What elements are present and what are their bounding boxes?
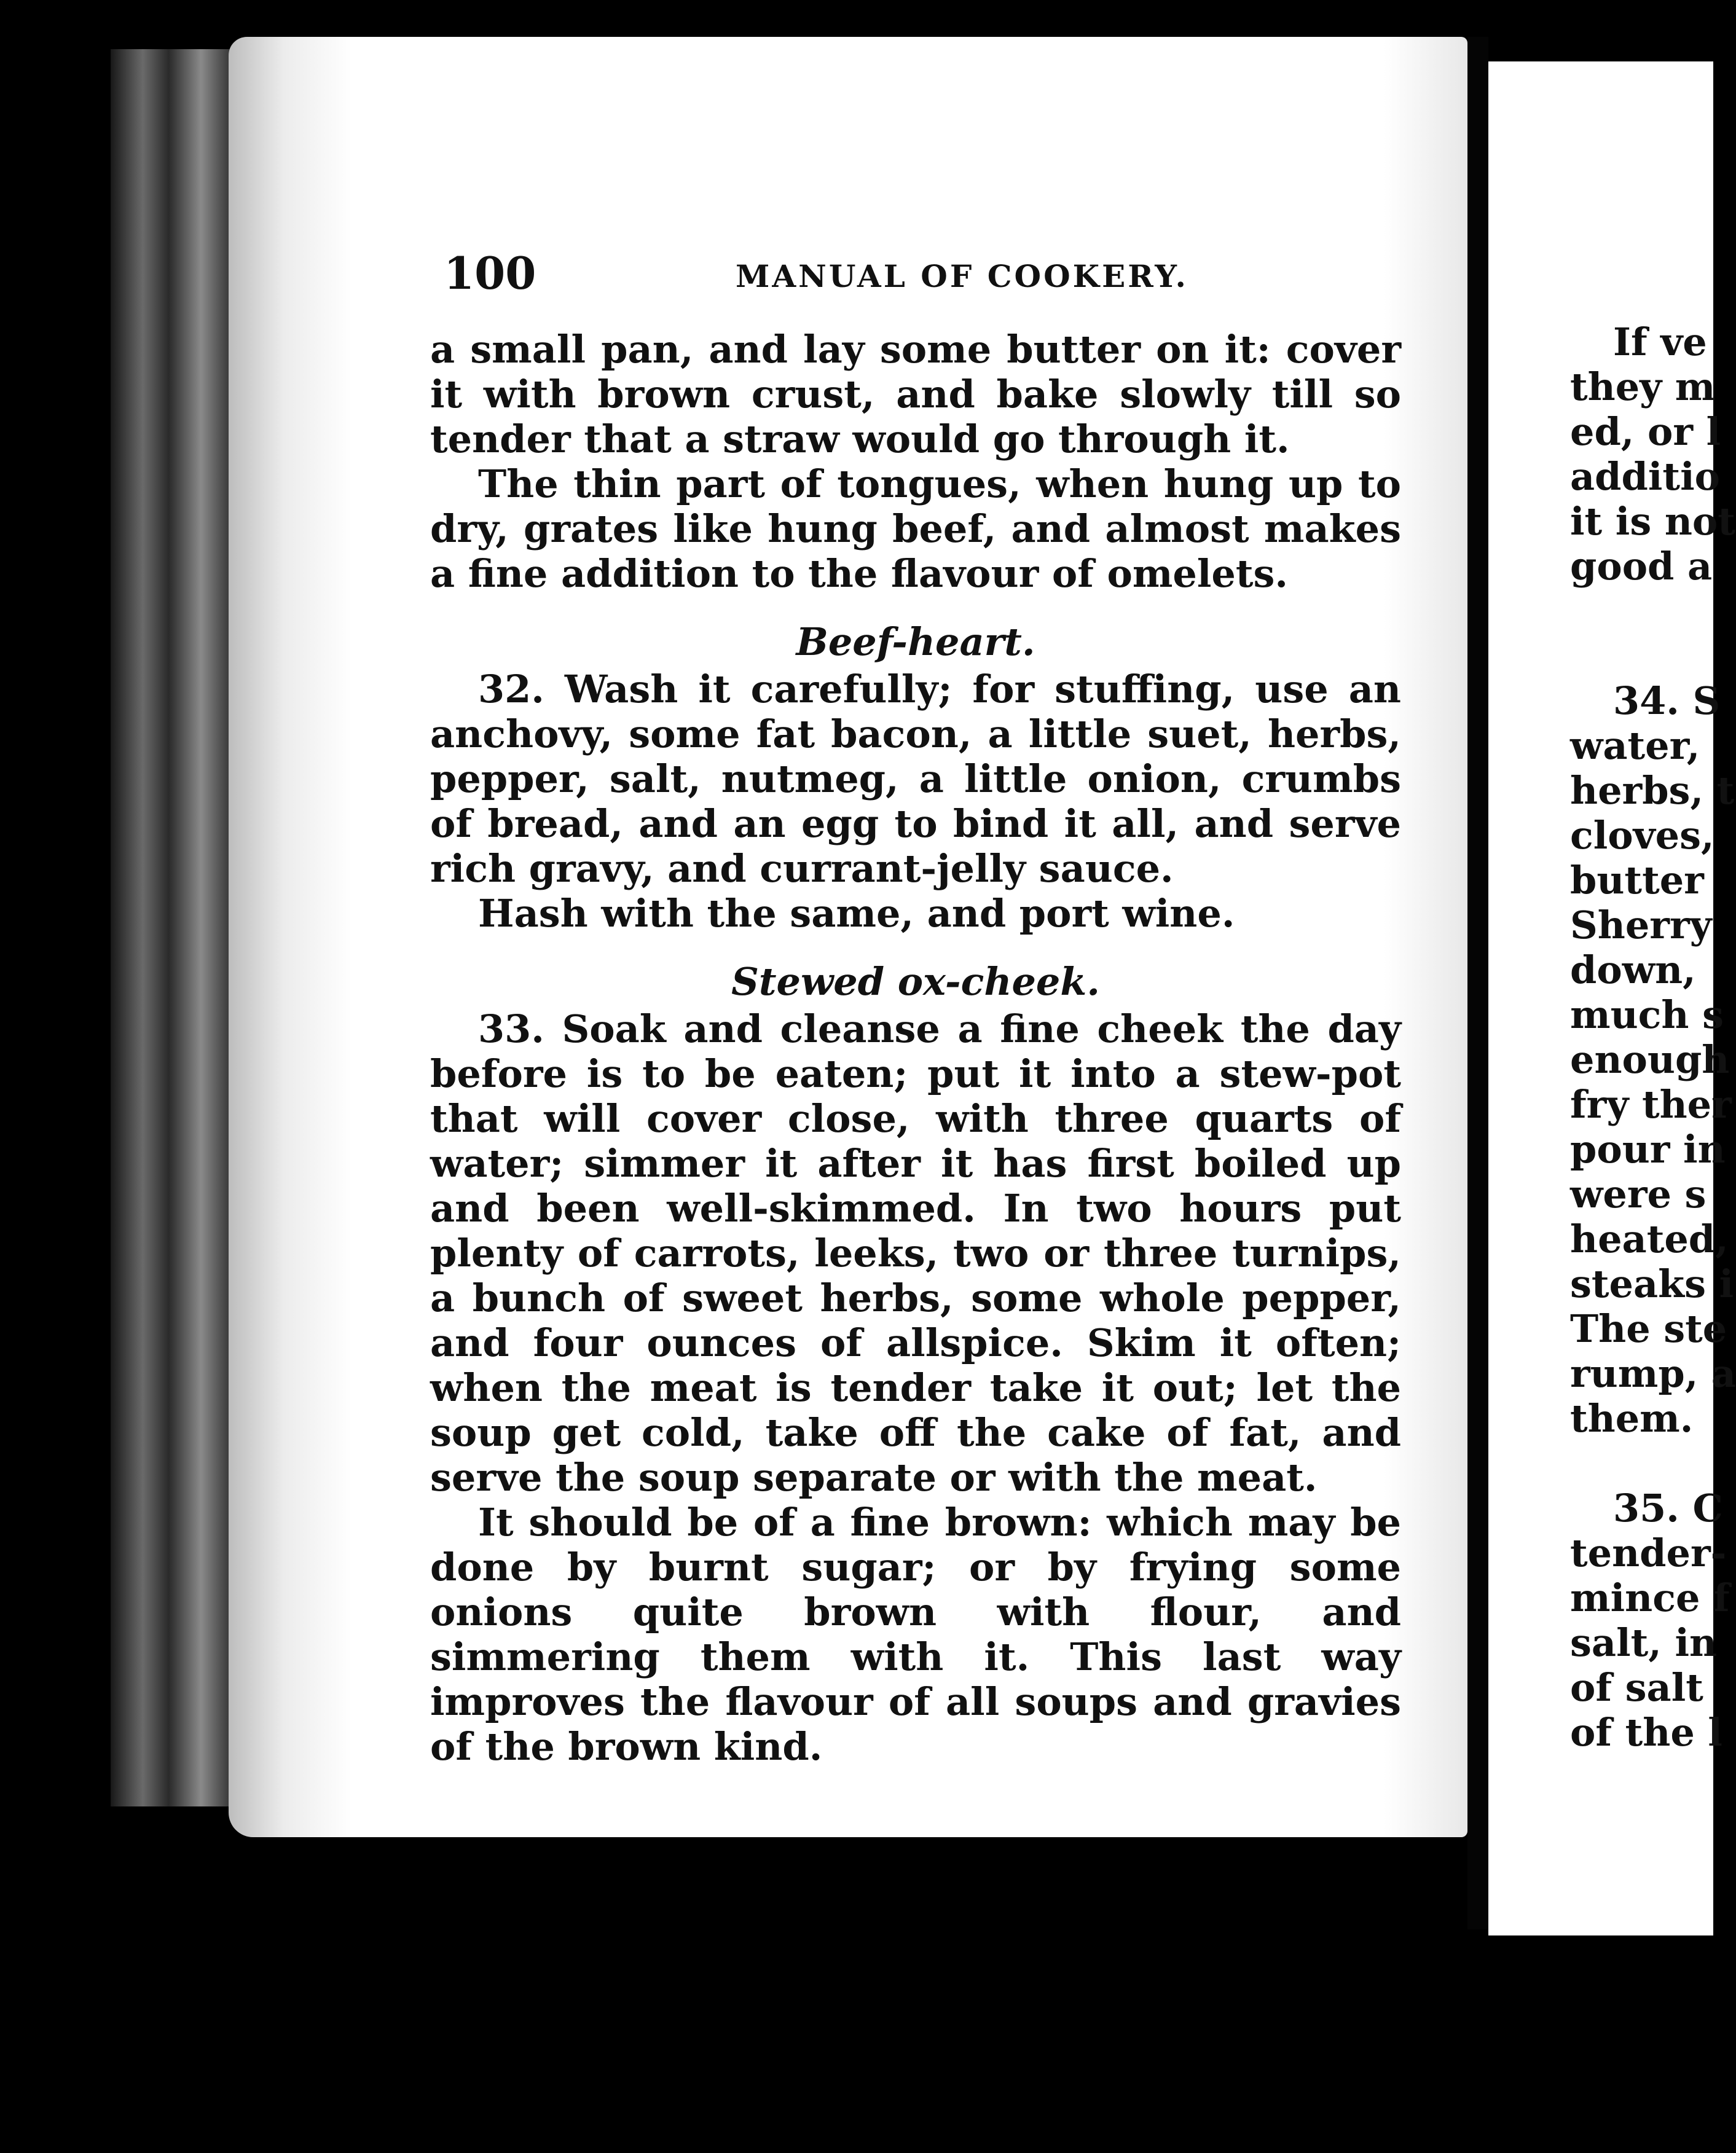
right-page-line: were s	[1570, 1172, 1707, 1217]
right-page-line: cloves,	[1570, 813, 1714, 858]
right-page-line: down,	[1570, 947, 1696, 992]
right-page-line	[1570, 1441, 1718, 1486]
right-page-line: additio	[1570, 454, 1720, 499]
page-header	[444, 247, 1188, 299]
right-page-line: water,	[1570, 723, 1700, 768]
beef-heart-heading: Beef-heart.	[796, 619, 1035, 664]
right-page-line: salt, in	[1570, 1620, 1718, 1665]
right-page-line: The ste	[1570, 1306, 1727, 1351]
right-page-line	[1570, 633, 1718, 678]
right-page-line: they m	[1570, 364, 1716, 409]
right-page-line: If ve	[1613, 320, 1707, 364]
right-page-line: of salt	[1570, 1665, 1703, 1710]
continued-paragraph: a small pan, and lay some butter on it: cover it with brown crust, and bake slowly till so tender that a straw would go through it.	[430, 327, 1401, 461]
right-page-line	[1570, 589, 1718, 633]
right-page-line: 35. C	[1613, 1486, 1723, 1531]
right-page-line: rump, a	[1570, 1351, 1736, 1396]
left-page-text	[430, 327, 1401, 1769]
right-page-line: Sherry	[1570, 903, 1712, 947]
hash-paragraph: Hash with the same, and port wine.	[478, 891, 1235, 936]
tongues-paragraph: The thin part of tongues, when hung up to dry, grates like hung beef, and almost makes a fine addition to the flavour of omelets.	[430, 461, 1401, 596]
right-page-line: herbs, t	[1570, 768, 1735, 813]
page-number: 100	[444, 247, 536, 299]
right-page-text-fragments	[1570, 320, 1736, 1755]
right-page-line: mince f	[1570, 1575, 1730, 1620]
book-gutter	[1467, 37, 1488, 1929]
right-page-line: pour in	[1570, 1127, 1726, 1172]
right-page-line: enough	[1570, 1037, 1730, 1082]
right-page-line: it is not	[1570, 499, 1735, 544]
right-page-line: tender-	[1570, 1531, 1727, 1575]
brown-soup-paragraph: It should be of a fine brown: which may be done by burnt sugar; or by frying some onions quite brown with flour, and simmering them with it. This last way improves the flavour of all soups and gravies of the brown kind.	[430, 1500, 1401, 1769]
right-page-line: fry ther	[1570, 1082, 1732, 1127]
book-spine	[111, 49, 240, 1806]
running-title: MANUAL OF COOKERY.	[736, 258, 1188, 294]
right-page-line: of the l	[1570, 1710, 1722, 1755]
right-page-line: heated,	[1570, 1217, 1729, 1261]
right-page-line: much s	[1570, 992, 1724, 1037]
right-page-line: ed, or l	[1570, 409, 1721, 454]
recipe-33-paragraph: 33. Soak and cleanse a fine cheek the day before is to be eaten; put it into a stew-pot that will cover close, with three quarts of water; simmer it after it has first boiled up and been well-skimmed. In two hours put plenty of carrots, leeks, two or three turnips, a bunch of sweet herbs, some whole pepper, and four ounces of allspice. Skim it often; when the meat is tender take it out; let the soup get cold, take off the cake of fat, and serve the soup separate or with the meat.	[430, 1006, 1401, 1500]
right-page-line: butter	[1570, 858, 1704, 903]
right-page-line: steaks i	[1570, 1261, 1734, 1306]
ox-cheek-heading: Stewed ox-cheek.	[731, 959, 1100, 1004]
right-page-line: them.	[1570, 1396, 1694, 1441]
right-page-line: good a	[1570, 544, 1713, 589]
right-page-line: 34. S	[1613, 678, 1721, 723]
recipe-32-paragraph: 32. Wash it carefully; for stuffing, use an anchovy, some fat bacon, a little suet, herbs, pepper, salt, nutmeg, a little onion, crumbs of bread, and an egg to bind it all, and serve rich gravy, and currant-jelly sauce.	[430, 667, 1401, 891]
